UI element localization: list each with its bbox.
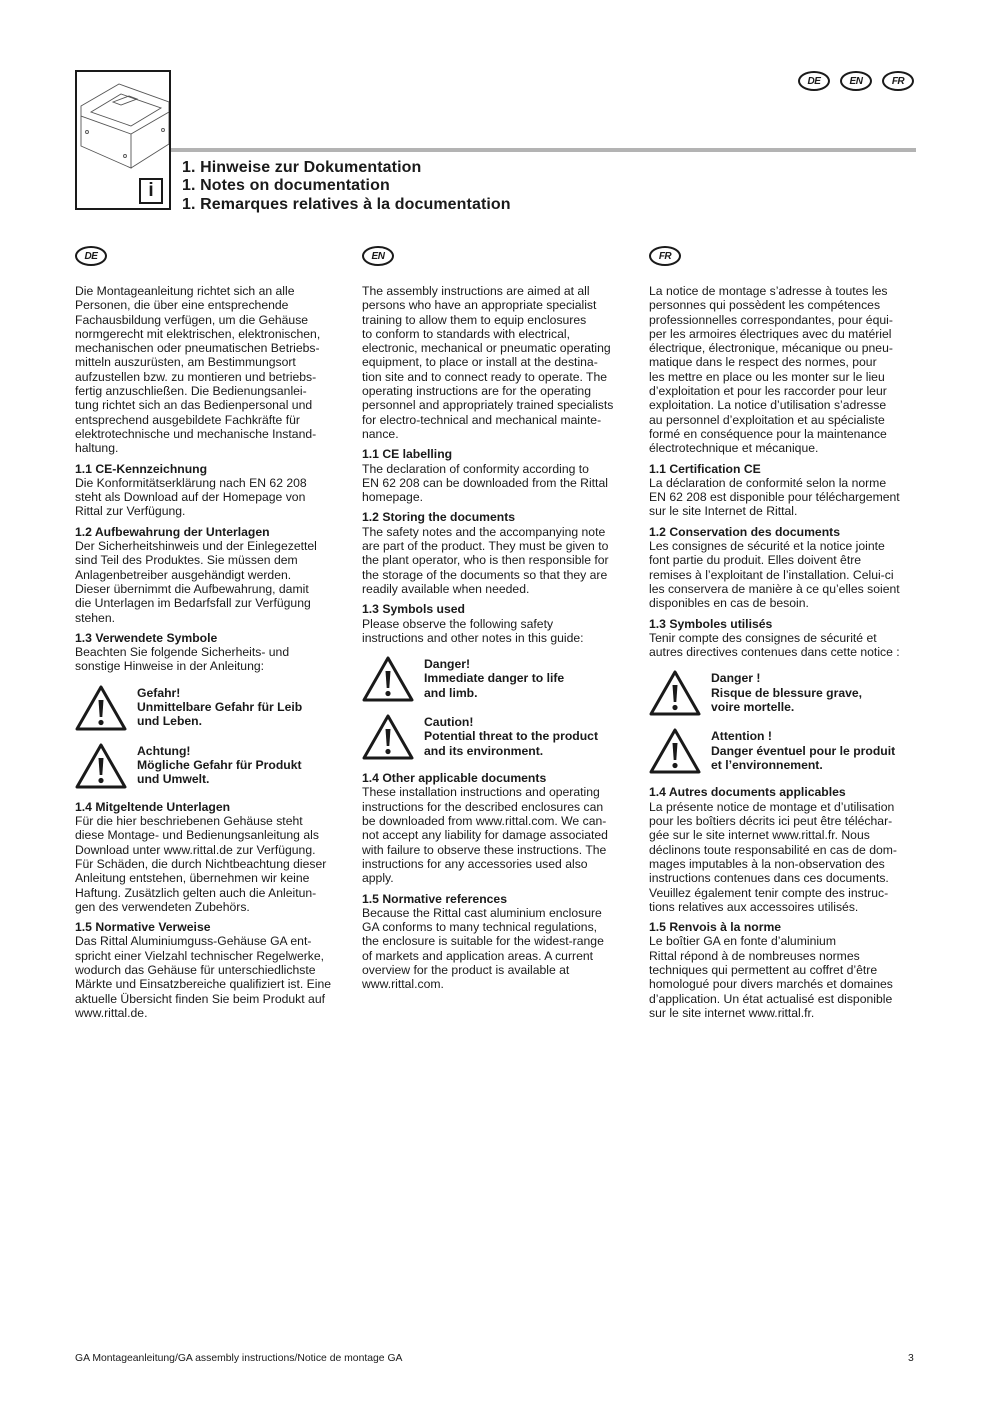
s14-line: tions relatives aux accessoires utilisés.: [649, 899, 859, 914]
intro-line: operating instructions are for the operating: [362, 384, 591, 399]
text-s12: [649, 539, 929, 610]
s13-line: sonstige Hinweise in der Anleitung:: [75, 659, 265, 674]
warning-title: Achtung!: [137, 743, 191, 758]
warning-title: Caution!: [424, 715, 474, 730]
intro-line: au personnel d’exploitation et au spécialiste: [649, 412, 885, 427]
s13-line: Tenir compte des consignes de sécurité et: [649, 630, 877, 645]
text-s14: [649, 800, 929, 914]
s14-line: Download unter www.rittal.de zur Verfügung.: [75, 842, 316, 857]
intro-line: Personen, die über eine entsprechende: [75, 298, 289, 313]
badge-fr: FR: [882, 71, 914, 91]
intro-line: per les armoires électriques avec du matériel: [649, 326, 892, 341]
warning-warn2: [75, 742, 355, 790]
intro-line: elektrotechnische und mechanische Instand-: [75, 426, 317, 441]
s15-line: wodurch das Gehäuse für unterschiedlichste: [75, 962, 316, 977]
intro-line: électrique, électronique, mécanique ou pneu-: [649, 341, 893, 356]
intro-text: [649, 284, 929, 456]
s12-line: sind Teil des Produktes. Sie müssen dem: [75, 553, 298, 568]
heading-s12: 1.2 Aufbewahrung der Unterlagen: [75, 524, 270, 539]
text-s12: [362, 525, 642, 596]
text-s14: [362, 785, 642, 885]
warning-title: Attention !: [711, 729, 772, 744]
s15-line: Rittal répond à de nombreuses normes: [649, 948, 860, 963]
s11-line: The declaration of conformity according to: [362, 461, 589, 476]
intro-line: personnes qui possèdent les compétences: [649, 298, 881, 313]
warning-line: et l’environnement.: [711, 758, 823, 773]
s15-line: www.rittal.com.: [362, 977, 444, 992]
warning-triangle-icon: [649, 669, 701, 717]
s13-line: autres directives contenues dans cette notice :: [649, 645, 900, 660]
s15-line: Le boîtier GA en fonte d’aluminium: [649, 934, 836, 949]
text-s14: [75, 814, 355, 914]
intro-line: training to allow them to equip enclosures: [362, 312, 587, 327]
s12-line: die Unterlagen im Bedarfsfall zur Verfügung: [75, 596, 311, 611]
warning-warn1: [649, 669, 929, 717]
s12-line: Anlagenbetreiber ausgehändigt werden.: [75, 567, 292, 582]
intro-line: mechanischen oder pneumatischen Betriebs-: [75, 341, 320, 356]
text-s11: [649, 476, 929, 519]
s14-line: La présente notice de montage et d’utilisation: [649, 799, 895, 814]
intro-line: exploitation. La notice d’utilisation s’adresse: [649, 398, 887, 413]
footer-text: GA Montageanleitung/GA assembly instructions/Notice de montage GA: [75, 1353, 403, 1364]
s11-line: homepage.: [362, 490, 423, 505]
warning-line: und Leben.: [137, 714, 202, 729]
column-de: [75, 246, 355, 1020]
column-fr: [649, 246, 929, 1020]
s15-line: homologué pour divers marchés et domaines: [649, 977, 893, 992]
s14-line: Anleitung entstehen, übernehmen wir keine: [75, 871, 310, 886]
s15-line: techniques qui permettent au coffret d’être: [649, 962, 878, 977]
s14-line: not accept any liability for damage associated: [362, 828, 608, 843]
heading-s15: 1.5 Normative Verweise: [75, 920, 211, 935]
s12-line: les conservera de manière à ce qu’elles soient: [649, 581, 900, 596]
warning-title: Gefahr!: [137, 685, 181, 700]
intro-line: Die Montageanleitung richtet sich an alle: [75, 284, 295, 298]
s12-line: are part of the product. They must be given to: [362, 539, 609, 554]
warning-line: Unmittelbare Gefahr für Leib: [137, 700, 303, 715]
s12-line: Dieser übernimmt die Aufbewahrung, damit: [75, 581, 309, 596]
text-s13: [362, 617, 642, 646]
title-en: 1. Notes on documentation: [182, 177, 390, 194]
warning-line: Immediate danger to life: [424, 671, 565, 686]
text-s12: [75, 539, 355, 625]
intro-line: électrotechnique et mécanique.: [649, 441, 819, 456]
s14-line: instructions for the described enclosures can: [362, 799, 604, 814]
s11-line: Rittal zur Verfügung.: [75, 504, 186, 519]
intro-line: nance.: [362, 426, 399, 441]
s11-line: EN 62 208 can be downloaded from the Rittal: [362, 475, 608, 490]
page-number: 3: [908, 1353, 914, 1364]
heading-s14: 1.4 Other applicable documents: [362, 771, 547, 786]
intro-line: for electro-technical and mechanical mainte-: [362, 412, 602, 427]
intro-line: The assembly instructions are aimed at all: [362, 284, 590, 298]
heading-s15: 1.5 Normative references: [362, 891, 507, 906]
badge-de: DE: [798, 71, 830, 91]
s14-line: apply.: [362, 871, 394, 886]
warning-triangle-icon: [75, 684, 127, 732]
s12-line: stehen.: [75, 610, 115, 625]
section-badge-de: DE: [75, 246, 107, 266]
info-icon: i: [139, 178, 163, 204]
title-fr: 1. Remarques relatives à la documentation: [182, 196, 511, 213]
s12-line: font partie du produit. Elles doivent être: [649, 553, 862, 568]
heading-s15: 1.5 Renvois à la norme: [649, 920, 782, 935]
intro-text: [362, 284, 642, 441]
intro-line: equipment, to place or install at the destina-: [362, 355, 598, 370]
enclosure-illustration: [75, 70, 171, 210]
intro-line: entsprechend ausgebildete Fachkräfte für: [75, 412, 300, 427]
badge-en: EN: [840, 71, 872, 91]
heading-s11: 1.1 Certification CE: [649, 461, 761, 476]
s11-line: EN 62 208 est disponible pour téléchargement: [649, 490, 900, 505]
intro-line: normgerecht mit elektrischen, elektronischen,: [75, 326, 321, 341]
heading-s11: 1.1 CE-Kennzeichnung: [75, 461, 208, 476]
intro-line: professionnelles correspondantes, pour équi-: [649, 312, 893, 327]
intro-line: formé en conséquence pour la maintenance: [649, 426, 887, 441]
warning-line: Risque de blessure grave,: [711, 685, 863, 700]
s15-line: GA conforms to many technical regulations,: [362, 920, 598, 935]
s14-line: Veuillez également tenir compte des instruc-: [649, 885, 889, 900]
s12-line: disponibles en cas de besoin.: [649, 596, 809, 611]
s15-line: overview for the product is available at: [362, 962, 570, 977]
heading-s14: 1.4 Mitgeltende Unterlagen: [75, 799, 231, 814]
warning-warn2: [649, 727, 929, 775]
text-s15: [649, 934, 929, 1020]
warning-line: Potential threat to the product: [424, 729, 599, 744]
heading-s14: 1.4 Autres documents applicables: [649, 785, 846, 800]
language-badges: [798, 71, 914, 91]
s14-line: instructions contenues dans ces documents.: [649, 871, 889, 886]
title-de: 1. Hinweise zur Dokumentation: [182, 159, 422, 176]
s15-line: aktuelle Übersicht finden Sie beim Produkt auf: [75, 991, 325, 1006]
s15-line: the enclosure is suitable for the widest-range: [362, 934, 604, 949]
warning-line: and its environment.: [424, 743, 544, 758]
intro-line: mitteln auszurüsten, am Bestimmungsort: [75, 355, 296, 370]
text-s13: [75, 645, 355, 674]
heading-s13: 1.3 Symbols used: [362, 602, 465, 617]
s15-line: sur le site internet www.rittal.fr.: [649, 1005, 815, 1020]
intro-line: les mettre en place ou les monter sur le lieu: [649, 369, 885, 384]
text-s11: [75, 476, 355, 519]
s12-line: the storage of the documents so that they are: [362, 567, 608, 582]
warning-line: Danger éventuel pour le produit: [711, 743, 896, 758]
s12-line: Les consignes de sécurité et la notice jointe: [649, 539, 885, 554]
s15-line: www.rittal.de.: [75, 1005, 148, 1020]
warning-warn1: [75, 684, 355, 732]
s14-line: instructions for any accessories used also: [362, 856, 588, 871]
section-badge-fr: FR: [649, 246, 681, 266]
s13-line: Please observe the following safety: [362, 616, 554, 631]
s15-line: of markets and application areas. A current: [362, 948, 594, 963]
section-badge-en: EN: [362, 246, 394, 266]
intro-line: haltung.: [75, 441, 119, 456]
s12-line: readily available when needed.: [362, 581, 530, 596]
s14-line: Haftung. Zusätzlich gelten auch die Anleitun-: [75, 885, 317, 900]
warning-triangle-icon: [649, 727, 701, 775]
intro-text: [75, 284, 355, 456]
warning-warn2: [362, 713, 642, 761]
s14-line: These installation instructions and operating: [362, 785, 600, 800]
heading-s13: 1.3 Verwendete Symbole: [75, 630, 218, 645]
s14-line: be downloaded from www.rittal.com. We can-: [362, 814, 607, 829]
intro-line: tung richtet sich an das Bedienpersonal und: [75, 398, 313, 413]
intro-line: electronic, mechanical or pneumatic operating: [362, 341, 611, 356]
intro-line: d’exploitation et pour les raccorder pour leur: [649, 384, 887, 399]
s15-line: Märkte und Einsatzbereiche qualifiziert ist. Eine: [75, 977, 332, 992]
s12-line: remises à l’exploitant de l’installation. Celui-ci: [649, 567, 894, 582]
heading-s12: 1.2 Storing the documents: [362, 510, 516, 525]
s11-line: sur le site Internet de Rittal.: [649, 504, 798, 519]
s14-line: Für Schäden, die durch Nichtbeachtung dieser: [75, 856, 327, 871]
text-s11: [362, 462, 642, 505]
warning-triangle-icon: [75, 742, 127, 790]
intro-line: personnel and appropriately trained specialists: [362, 398, 614, 413]
intro-line: tion site and to connect ready to operate. The: [362, 369, 608, 384]
s11-line: steht als Download auf der Homepage von: [75, 490, 306, 505]
warning-warn1: [362, 655, 642, 703]
s11-line: Die Konformitätserklärung nach EN 62 208: [75, 475, 307, 490]
s14-line: gée sur le site internet www.rittal.fr. Nous: [649, 828, 870, 843]
warning-triangle-icon: [362, 713, 414, 761]
intro-line: Fachausbildung verfügen, um die Gehäuse: [75, 312, 309, 327]
s13-line: Beachten Sie folgende Sicherheits- und: [75, 645, 290, 660]
s12-line: The safety notes and the accompanying note: [362, 524, 606, 539]
warning-line: voire mortelle.: [711, 700, 795, 715]
s14-line: pour les boîtiers décrits ici peut être téléchar-: [649, 814, 893, 829]
s14-line: gen des verwendeten Zubehörs.: [75, 899, 250, 914]
intro-line: matique dans le respect des normes, pour: [649, 355, 877, 370]
s15-line: Because the Rittal cast aluminium enclosure: [362, 905, 602, 920]
s14-line: déclinons toute responsabilité en cas de dom-: [649, 842, 897, 857]
text-s15: [362, 906, 642, 992]
s14-line: with failure to observe these instructions. The: [362, 842, 607, 857]
text-s15: [75, 934, 355, 1020]
warning-line: Mögliche Gefahr für Produkt: [137, 758, 302, 773]
intro-line: fertig anzuschließen. Die Bedienungsanlei-: [75, 384, 307, 399]
heading-s12: 1.2 Conservation des documents: [649, 524, 840, 539]
s14-line: diese Montage- und Bedienungsanleitung als: [75, 828, 319, 843]
s13-line: instructions and other notes in this guide:: [362, 630, 584, 645]
heading-s13: 1.3 Symboles utilisés: [649, 616, 773, 631]
s15-line: Das Rittal Aluminiumguss-Gehäuse GA ent-: [75, 934, 312, 949]
warning-triangle-icon: [362, 655, 414, 703]
s15-line: d’application. Un état actualisé est disponible: [649, 991, 893, 1006]
intro-line: persons who have an appropriate specialist: [362, 298, 597, 313]
s11-line: La déclaration de conformité selon la norme: [649, 475, 887, 490]
s12-line: the plant operator, who is then responsible for: [362, 553, 609, 568]
intro-line: La notice de montage s’adresse à toutes les: [649, 284, 888, 298]
warning-line: und Umwelt.: [137, 772, 210, 787]
intro-line: to conform to standards with electrical,: [362, 326, 570, 341]
s14-line: mages imputables à la non-observation des: [649, 856, 885, 871]
warning-line: and limb.: [424, 685, 478, 700]
intro-line: aufzustellen bzw. zu montieren und betriebs-: [75, 369, 317, 384]
heading-s11: 1.1 CE labelling: [362, 447, 453, 462]
s14-line: Für die hier beschriebenen Gehäuse steht: [75, 814, 303, 829]
header-rule: [171, 148, 916, 152]
column-en: [362, 246, 642, 992]
s15-line: spricht einer Vielzahl technischer Regelwerke,: [75, 948, 325, 963]
text-s13: [649, 631, 929, 660]
warning-title: Danger !: [711, 671, 761, 686]
warning-title: Danger!: [424, 657, 471, 672]
s12-line: Der Sicherheitshinweis und der Einlegezettel: [75, 539, 317, 554]
